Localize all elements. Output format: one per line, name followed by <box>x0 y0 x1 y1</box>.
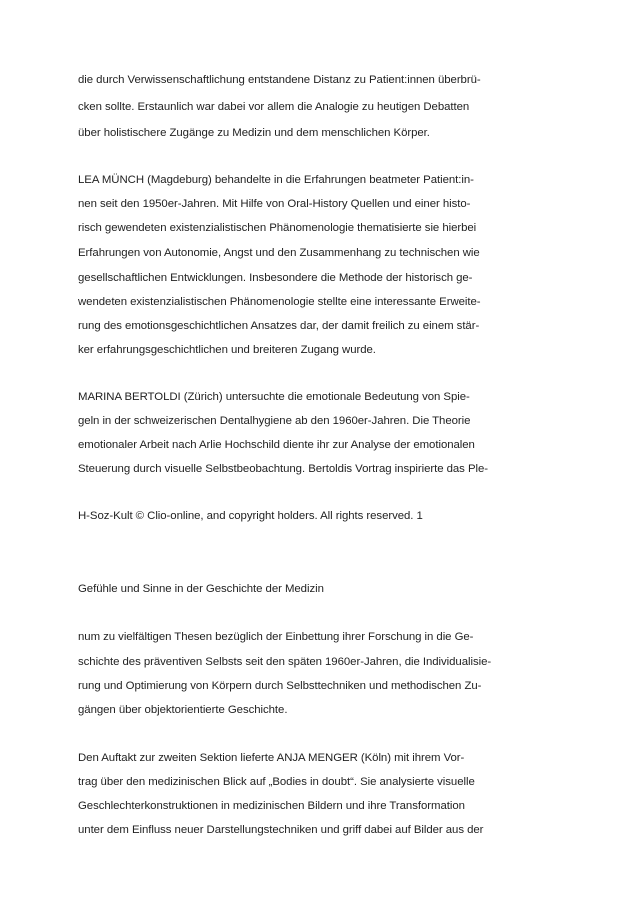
page-header: Gefühle und Sinne in der Geschichte der Medizin <box>78 583 324 595</box>
text-line: Erfahrungen von Autonomie, Angst und den Zusammenhang zu technischen wie <box>78 247 480 259</box>
text-line: wendeten existenzialistischen Phänomenologie stellte eine interessante Erweite- <box>78 296 481 308</box>
text-line: risch gewendeten existenzialistischen Phänomenologie thematisierte sie hierbei <box>78 222 477 234</box>
text-line: schichte des präventiven Selbsts seit den späten 1960er-Jahren, die Individualisie- <box>78 656 492 668</box>
text-line: num zu vielfältigen Thesen bezüglich der Einbettung ihrer Forschung in die Ge- <box>78 631 474 643</box>
text-line: nen seit den 1950er-Jahren. Mit Hilfe von Oral-History Quellen und einer histo- <box>78 198 471 210</box>
text-line: cken sollte. Erstaunlich war dabei vor allem die Analogie zu heutigen Debatten <box>78 101 470 113</box>
text-line: unter dem Einfluss neuer Darstellungstechniken und griff dabei auf Bilder aus der <box>78 824 484 836</box>
text-line: rung des emotionsgeschichtlichen Ansatzes dar, der damit freilich zu einem stär- <box>78 320 480 332</box>
text-line: trag über den medizinischen Blick auf „Bodies in doubt“. Sie analysierte visuelle <box>78 776 475 788</box>
text-line: rung und Optimierung von Körpern durch Selbsttechniken und methodischen Zu- <box>78 680 482 692</box>
text-line: die durch Verwissenschaftlichung entstandene Distanz zu Patient:innen überbrü- <box>78 74 481 86</box>
text-line: MARINA BERTOLDI (Zürich) untersuchte die emotionale Bedeutung von Spie- <box>78 391 470 403</box>
text-line: ker erfahrungsgeschichtlichen und breiteren Zugang wurde. <box>78 344 376 356</box>
text-line: Den Auftakt zur zweiten Sektion lieferte ANJA MENGER (Köln) mit ihrem Vor- <box>78 752 465 764</box>
text-line: Steuerung durch visuelle Selbstbeobachtung. Bertoldis Vortrag inspirierte das Ple- <box>78 463 489 475</box>
text-line: emotionaler Arbeit nach Arlie Hochschild diente ihr zur Analyse der emotionalen <box>78 439 475 451</box>
text-line: Geschlechterkonstruktionen in medizinischen Bildern und ihre Transformation <box>78 800 465 812</box>
text-line: gängen über objektorientierte Geschichte. <box>78 704 288 716</box>
text-line: gesellschaftlichen Entwicklungen. Insbesondere die Methode der historisch ge- <box>78 272 473 284</box>
text-line: über holistischere Zugänge zu Medizin und dem menschlichen Körper. <box>78 127 430 139</box>
text-line: LEA MÜNCH (Magdeburg) behandelte in die Erfahrungen beatmeter Patient:in- <box>78 174 474 186</box>
text-line: geln in der schweizerischen Dentalhygiene ab den 1960er-Jahren. Die Theorie <box>78 415 471 427</box>
page-footer: H-Soz-Kult © Clio-online, and copyright holders. All rights reserved. 1 <box>78 510 423 522</box>
